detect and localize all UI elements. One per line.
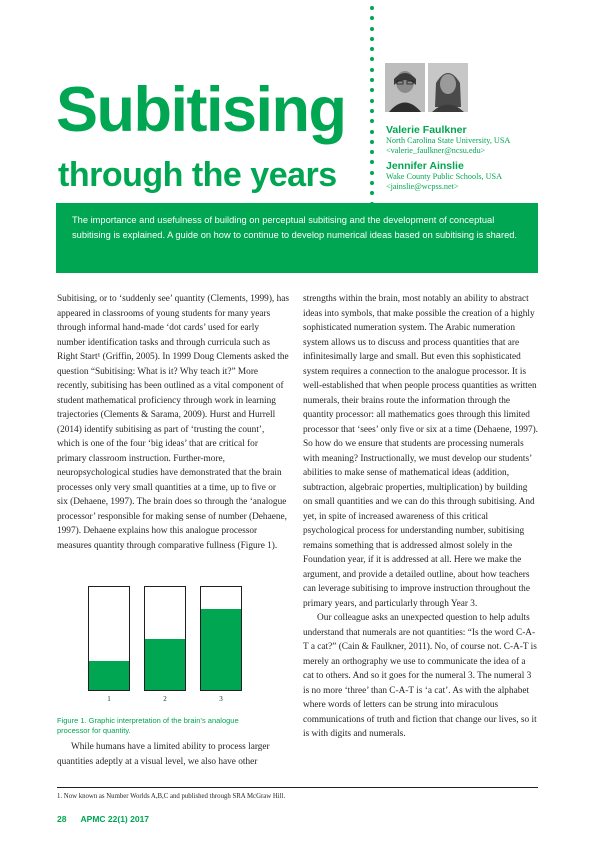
figure-bar-fill bbox=[201, 609, 241, 690]
figure-bar-fill bbox=[145, 639, 185, 691]
author-affiliation: Wake County Public Schools, USA bbox=[386, 172, 503, 181]
figure-bar-1 bbox=[88, 586, 130, 691]
author-photo-ainslie bbox=[428, 63, 468, 112]
figure-bar-3 bbox=[200, 586, 242, 691]
figure-bar-label: 1 bbox=[107, 695, 111, 703]
figure-bar-label: 3 bbox=[219, 695, 223, 703]
abstract-banner bbox=[56, 203, 538, 273]
body-paragraph: While humans have a limited ability to process larger quantities adeptly at a visual level, we also have other bbox=[57, 742, 270, 767]
body-column-right bbox=[303, 292, 538, 742]
author-name: Jennifer Ainslie bbox=[386, 160, 464, 172]
journal-citation: APMC 22(1) 2017 bbox=[80, 814, 150, 824]
footnote-rule bbox=[57, 787, 538, 788]
body-paragraph: strengths within the brain, most notably an ability to abstract ideas into symbols, that make possible the creation of a highly sophisticated numeration system. The Arabic numeration system allows us to discuss and process quantities that are infinitesimally large and small. But even this sophisticated system requires a connection to the analogue processor. It is well-established that when people process quantities as written numerals, their brains route the information through the quantity processor: all mathematics goes through this limited processor that ‘sees’ only five or six at a time (Dehaene, 1997). So how do we ensure that students are processing numerals with meaning? Instructionally, we must develop our students’ abilities to make sense of mathematical ideas (addition, subtraction, algebraic properties, multiplication) by building on small quantities and we can do this through subitising. And yet, in spite of increased awareness of this critical psychological process for understanding number, subitising remains something that is addressed almost solely in the Foundation year, if it is addressed at all. Here we make the argument, and provide a detailed outline, about how teachers can leverage subitising to improve instruction throughout the primary years, and particularly through Year 3. bbox=[303, 294, 539, 609]
figure-bar-fill bbox=[89, 661, 129, 690]
decorative-dot-column bbox=[370, 6, 378, 233]
body-paragraph: Subitising, or to ‘suddenly see’ quantity (Clements, 1999), has appeared in classrooms of young students for many years through informal hand-made ‘dot cards’ used for early number identification tasks and through curricula such as Right Start¹ (Griffin, 2005). In 1999 Doug Clements asked the question “Subitising: What is it? Why teach it?” More recently, subitising has been outlined as a vital component of student mathematical proficiency through work in learning trajectories (Clements & Sarama, 2009). Hurst and Hurrell (2014) identify subitising as part of ‘trusting the count’, which is one of the four ‘big ideas’ that are critical for primary classroom instruction. Further-more, neuropsychological studies have demonstrated that the brain processes only very small quantities at a time, up to five or six (Dehaene, 1997). The brain does so through the ‘analogue processor’ responsible for making sense of number (Dehaene, 1997). Dehaene explains how this analogue processor measures quantity through comparative fullness (Figure 1). bbox=[57, 294, 289, 551]
page-number: 28 bbox=[57, 814, 67, 824]
author-entry bbox=[386, 160, 586, 192]
author-photo-faulkner bbox=[385, 63, 425, 112]
body-paragraph: Our colleague asks an unexpected question to help adults understand that numerals are not quantities: “Is the word C-A-T a cat?” (Cain & Faulkner, 2011). No, of course not. C-A-T is merely an orthography we use to communicate the idea of a cat to others. And so it goes for the numeral 3. The numeral 3 is no more ‘three’ than C-A-T is ‘a cat’. As with the alphabet where words of letters can be strung into miraculous communications of truth and fiction that change our lives, so it is with digits and numerals. bbox=[303, 613, 537, 739]
body-column-left bbox=[57, 292, 289, 553]
figure-bar-2 bbox=[144, 586, 186, 691]
figure-bar-label: 2 bbox=[163, 695, 167, 703]
author-name: Valerie Faulkner bbox=[386, 124, 467, 136]
author-email: <valerie_faulkner@ncsu.edu> bbox=[386, 146, 486, 155]
page-footer bbox=[57, 814, 161, 824]
figure-caption: Figure 1. Graphic interpretation of the brain’s analogue processor for quantity. bbox=[57, 716, 239, 735]
article-title: Subitising bbox=[56, 75, 346, 145]
article-subtitle: through the years bbox=[58, 156, 337, 194]
author-email: <jainslie@wcpss.net> bbox=[386, 182, 459, 191]
author-affiliation: North Carolina State University, USA bbox=[386, 136, 511, 145]
author-entry bbox=[386, 124, 586, 156]
footnote: 1. Now known as Number Worlds A,B,C and published through SRA McGraw Hill. bbox=[57, 793, 286, 800]
body-column-left-continued bbox=[57, 740, 289, 769]
author-list bbox=[386, 124, 586, 196]
abstract-text: The importance and usefulness of building on perceptual subitising and the development of conceptual subitising is explained. A guide on how to continue to develop numerical ideas based on subitising is shared. bbox=[72, 215, 517, 240]
